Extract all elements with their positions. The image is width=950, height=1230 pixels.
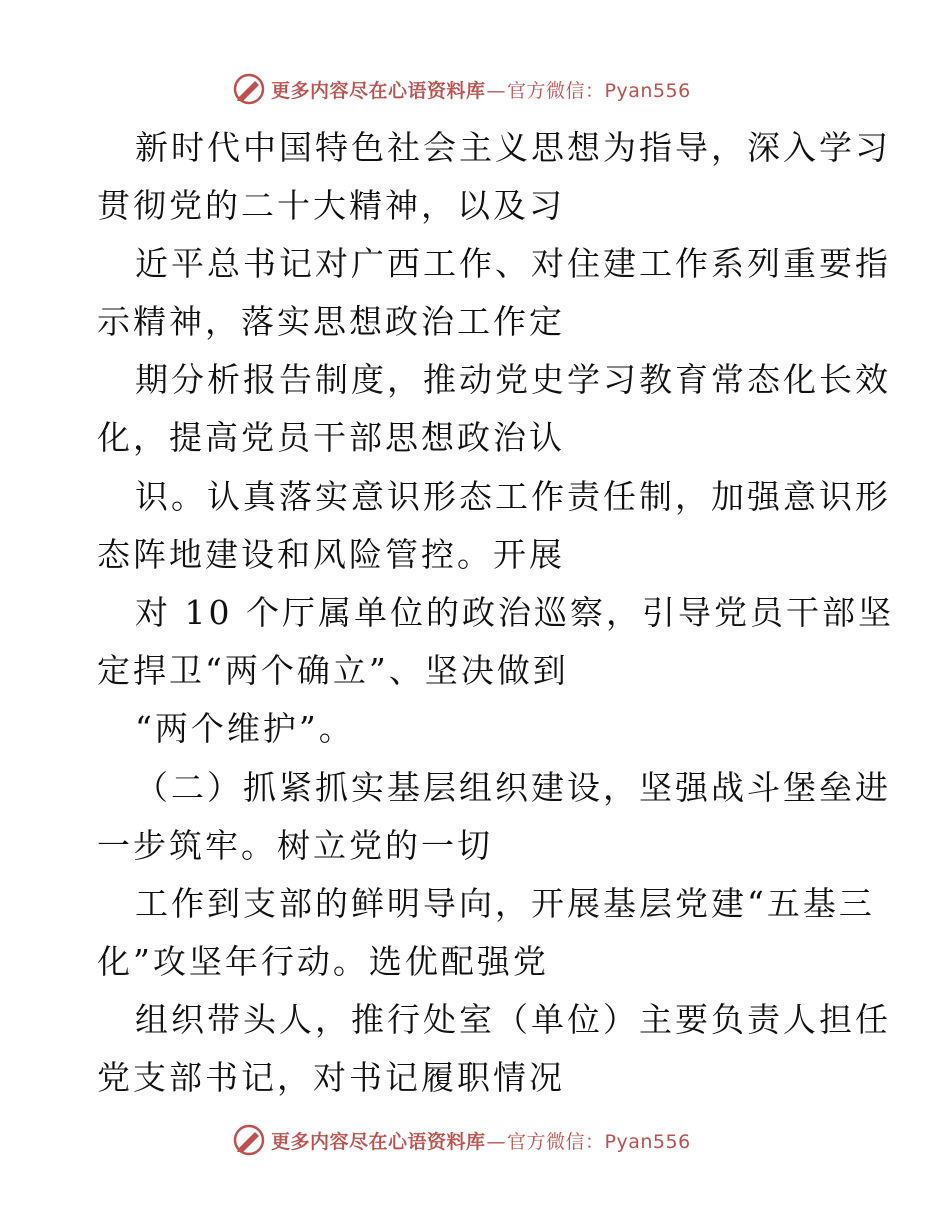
watermark-separator: —: [486, 1130, 507, 1153]
watermark-separator: —: [486, 79, 507, 102]
text-line: 示精神，落实思想政治工作定: [97, 302, 565, 341]
watermark-account-label: 官方微信：: [507, 1130, 605, 1153]
text-line: 期分析报告制度，推动党史学习教育常态化长效: [135, 360, 891, 399]
text-line: 定捍卫“两个确立”、坚决做到: [97, 651, 569, 690]
text-line: （二）抓紧抓实基层组织建设，坚强战斗堡垒进: [135, 768, 891, 807]
text-line: 工作到支部的鲜明导向，开展基层党建“五基三: [135, 884, 875, 923]
watermark-account-label: 官方微信：: [507, 79, 605, 102]
watermark-text: [271, 1127, 691, 1154]
text-line: 态阵地建设和风险管控。开展: [97, 535, 565, 574]
text-line: 贯彻党的二十大精神，以及习: [97, 186, 565, 225]
text-line: 识。认真落实意识形态工作责任制，加强意识形: [135, 477, 891, 516]
text-line: 一步筑牢。树立党的一切: [97, 826, 493, 865]
text-line: 新时代中国特色社会主义思想为指导，深入学习: [135, 128, 891, 167]
text-line: 组织带头人，推行处室（单位）主要负责人担任: [135, 1000, 891, 1039]
watermark-handle: Pyan556: [604, 1130, 691, 1153]
pen-logo-icon: [233, 1124, 265, 1156]
watermark-label: 更多内容尽在心语资料库: [271, 1130, 486, 1153]
text-line: 化，提高党员干部思想政治认: [97, 418, 565, 457]
text-line: 近平总书记对广西工作、对住建工作系列重要指: [135, 244, 891, 283]
watermark-handle: Pyan556: [604, 79, 691, 102]
footer-watermark: [233, 1123, 691, 1157]
text-line: 党支部书记，对书记履职情况: [97, 1058, 565, 1097]
text-line: 化”攻坚年行动。选优配强党: [97, 942, 549, 981]
text-line: “两个维护”。: [135, 709, 355, 748]
text-line: 对 10 个厅属单位的政治巡察，引导党员干部坚: [135, 593, 894, 632]
watermark-label: 更多内容尽在心语资料库: [271, 79, 486, 102]
